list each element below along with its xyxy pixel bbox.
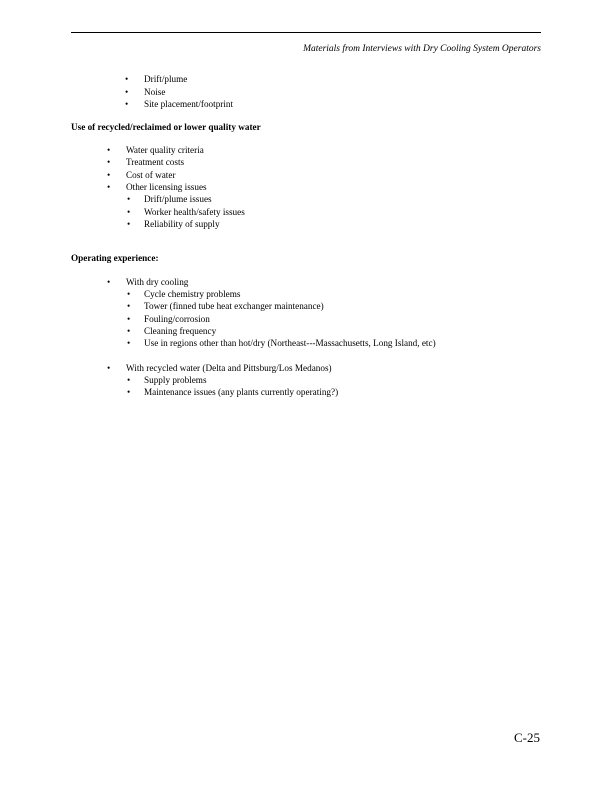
sub-list-item: Drift/plume issues <box>144 194 212 204</box>
sub-list-item: Tower (finned tube heat exchanger maintenance) <box>144 301 324 311</box>
bullet-marker: • <box>127 314 131 324</box>
bullet-marker: • <box>127 338 131 348</box>
list-item: With dry cooling <box>126 277 189 287</box>
sub-list-item: Maintenance issues (any plants currently operating?) <box>144 387 339 397</box>
list-item: Treatment costs <box>126 157 185 167</box>
section-heading-recycled-water: Use of recycled/reclaimed or lower quality water <box>71 122 261 132</box>
sub-list-item: Fouling/corrosion <box>144 314 210 324</box>
list-item: Other licensing issues <box>126 182 207 192</box>
bullet-marker: • <box>107 170 111 180</box>
section-heading-operating-experience: Operating experience: <box>71 253 159 263</box>
list-item: Site placement/footprint <box>144 99 234 109</box>
bullet-marker: • <box>127 194 131 204</box>
bullet-marker: • <box>127 387 131 397</box>
bullet-marker: • <box>127 375 131 385</box>
list-item: Noise <box>144 87 166 97</box>
list-item: Cost of water <box>126 170 176 180</box>
sub-list-item: Cycle chemistry problems <box>144 289 241 299</box>
bullet-marker: • <box>127 326 131 336</box>
sub-list-item: Worker health/safety issues <box>144 207 245 217</box>
sub-list-item: Use in regions other than hot/dry (Northeast---Massachusetts, Long Island, etc) <box>144 338 436 348</box>
sub-list-item: Reliability of supply <box>144 219 220 229</box>
page-number: C-25 <box>514 730 540 745</box>
list-item: With recycled water (Delta and Pittsburg/Los Medanos) <box>126 363 332 373</box>
bullet-marker: • <box>127 301 131 311</box>
list-item: Drift/plume <box>144 74 188 84</box>
sub-list-item: Cleaning frequency <box>144 326 217 336</box>
header-rule <box>71 32 541 33</box>
bullet-marker: • <box>107 182 111 192</box>
bullet-marker: • <box>127 289 131 299</box>
bullet-marker: • <box>125 99 129 109</box>
bullet-marker: • <box>125 87 129 97</box>
bullet-marker: • <box>107 145 111 155</box>
bullet-marker: • <box>127 219 131 229</box>
bullet-marker: • <box>107 157 111 167</box>
bullet-marker: • <box>107 363 111 373</box>
list-item: Water quality criteria <box>126 145 204 155</box>
bullet-marker: • <box>107 277 111 287</box>
sub-list-item: Supply problems <box>144 375 207 385</box>
running-title: Materials from Interviews with Dry Cooling System Operators <box>303 44 541 54</box>
bullet-marker: • <box>125 74 129 84</box>
bullet-marker: • <box>127 207 131 217</box>
